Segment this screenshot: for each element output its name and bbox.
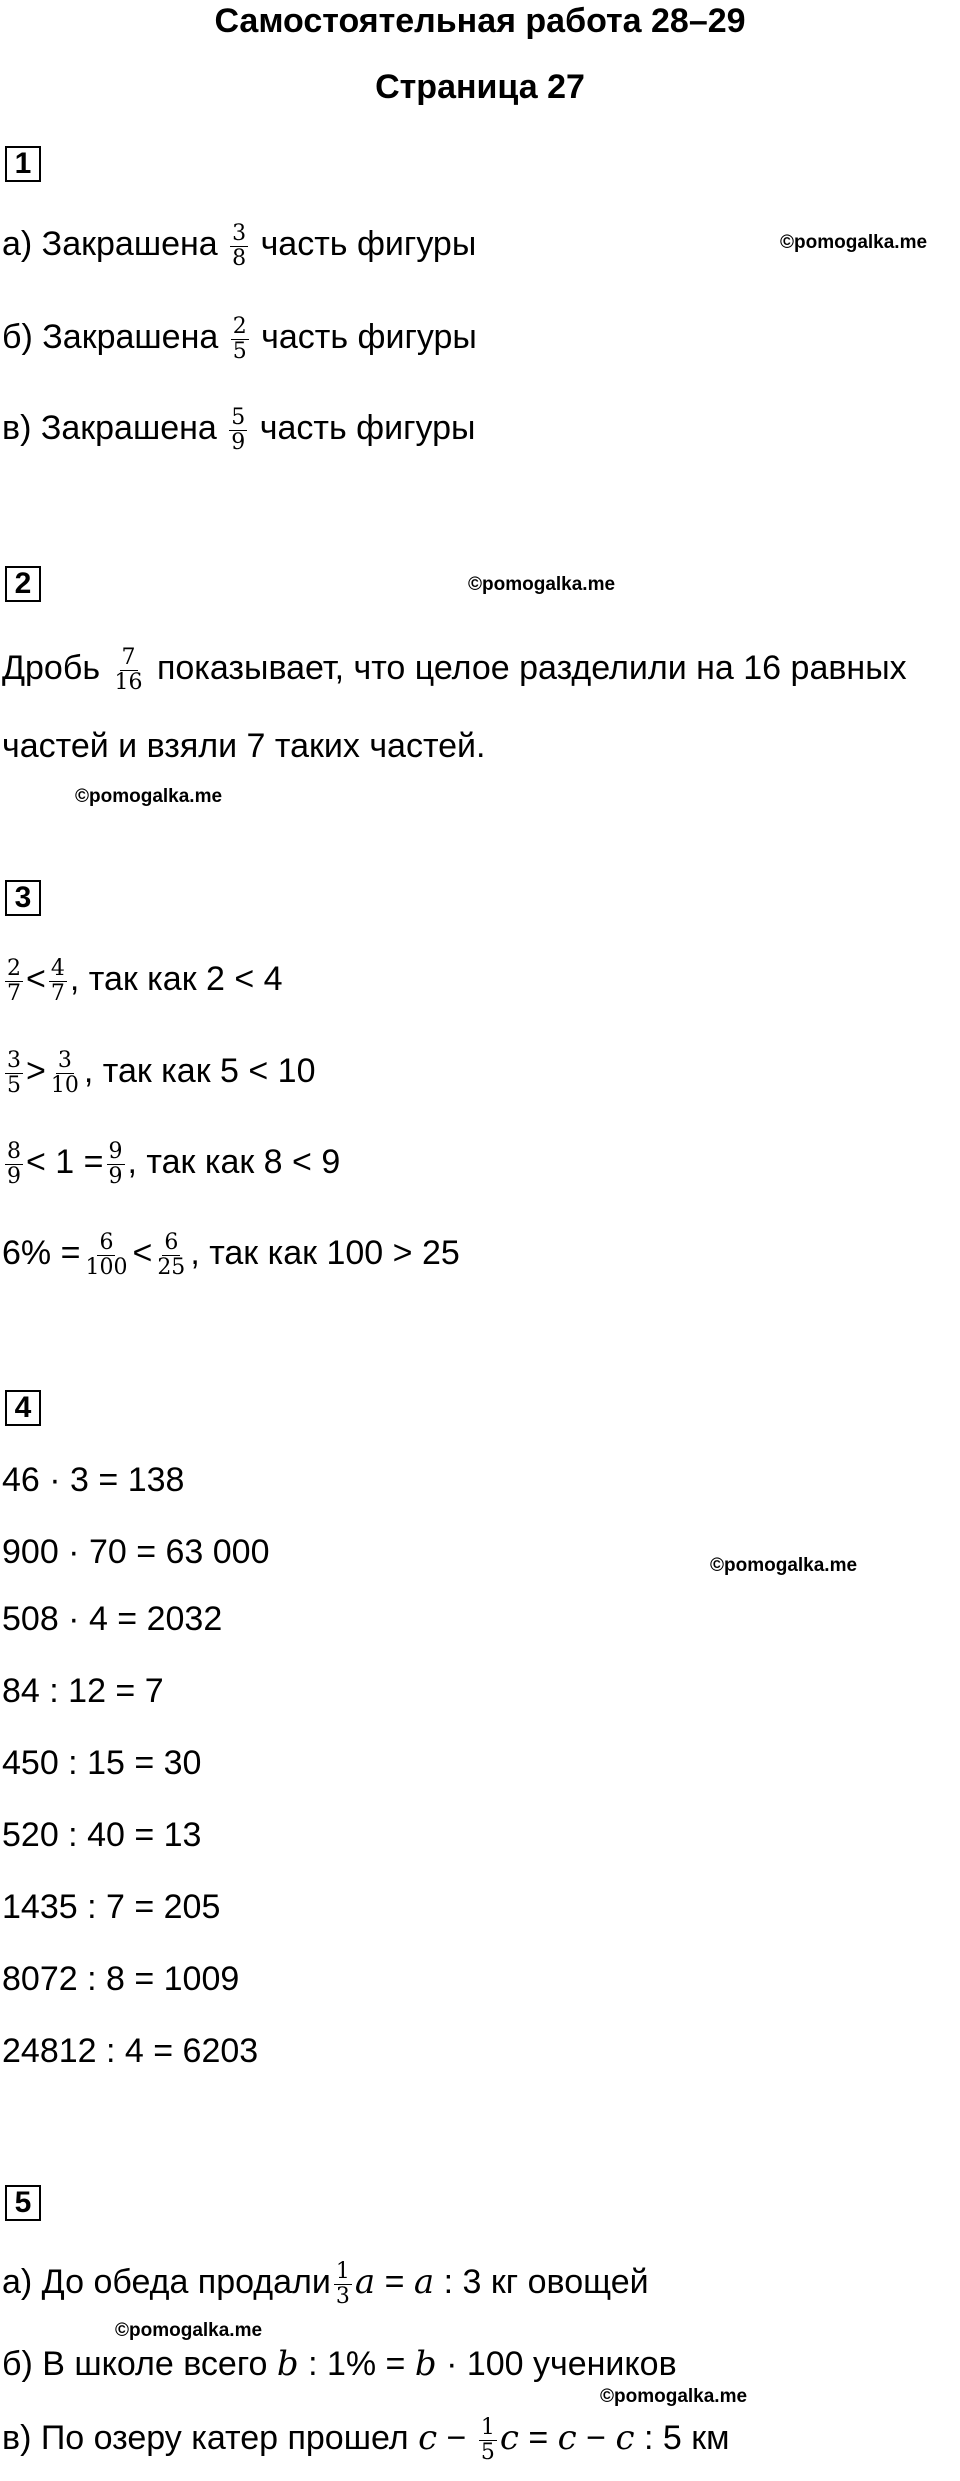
fraction	[229, 406, 247, 455]
equals-sign: =	[375, 2263, 414, 2301]
worksheet-title: Самостоятельная работа 28–29	[214, 2, 746, 40]
task-4-line: 8072 : 8 = 1009	[2, 1960, 240, 1998]
task-2-text: Дробь	[2, 649, 101, 687]
watermark: ©pomogalka.me	[468, 574, 616, 595]
watermark: ©pomogalka.me	[710, 1555, 858, 1576]
task-4-line: 520 : 40 = 13	[2, 1816, 202, 1854]
denominator: 7	[50, 980, 65, 1006]
fraction	[113, 646, 145, 695]
fraction	[107, 1140, 125, 1189]
fraction	[49, 957, 67, 1006]
task-3-row-2	[2, 1047, 316, 1098]
numerator: 5	[231, 404, 246, 430]
comparison-sign: <	[132, 1234, 153, 1272]
task-5c-tail: : 5 км	[634, 2419, 730, 2457]
denominator: 9	[108, 1163, 123, 1189]
denominator: 9	[231, 429, 246, 455]
task-1-number: 1	[5, 146, 41, 182]
variable: a	[413, 2262, 435, 2302]
task-5b	[2, 2340, 677, 2388]
fraction	[5, 957, 23, 1006]
numerator: 6	[99, 1229, 114, 1255]
denominator: 7	[7, 980, 21, 1006]
numerator: 9	[108, 1138, 123, 1164]
equals-sign: =	[518, 2419, 558, 2457]
watermark: ©pomogalka.me	[780, 232, 928, 253]
task-4-line: 24812 : 4 = 6203	[2, 2032, 259, 2070]
task-4-line: 508 · 4 = 2032	[2, 1600, 223, 1638]
task-3-row-1	[2, 955, 283, 1006]
variable: c	[499, 2418, 519, 2458]
task-3-row-3	[2, 1138, 340, 1189]
task-5b-tail: · 100 учеников	[436, 2345, 677, 2383]
task-5a-tail: : 3 кг овощей	[434, 2263, 649, 2301]
task-1b	[2, 313, 477, 364]
task-1a-tail: часть фигуры	[260, 225, 477, 263]
numerator: 2	[232, 313, 247, 339]
watermark: ©pomogalka.me	[600, 2386, 748, 2407]
numerator: 6	[164, 1229, 179, 1255]
numerator: 4	[50, 955, 65, 981]
task-1b-tail: часть фигуры	[261, 318, 477, 356]
task-2-number: 2	[5, 566, 41, 602]
task-4-line: 46 · 3 = 138	[2, 1461, 185, 1499]
task-4-line: 450 : 15 = 30	[2, 1744, 202, 1782]
task-5c	[2, 2414, 729, 2465]
numerator: 3	[232, 220, 247, 246]
task-5c-text: в) По озеру катер прошел	[2, 2419, 419, 2457]
denominator: 5	[7, 1072, 21, 1098]
numerator: 7	[121, 644, 136, 670]
task-1c-text: в) Закрашена	[2, 409, 217, 447]
fraction	[83, 1231, 129, 1280]
task-1a-text: а) Закрашена	[2, 225, 218, 263]
task-5b-text: б) В школе всего	[2, 2345, 277, 2383]
fraction	[5, 1049, 23, 1098]
task-5a-text: а) До обеда продали	[2, 2263, 331, 2301]
fraction	[49, 1049, 81, 1098]
task-4-line: 84 : 12 = 7	[2, 1672, 164, 1710]
variable: b	[414, 2344, 437, 2384]
numerator: 1	[335, 2258, 350, 2284]
variable: c	[418, 2418, 438, 2458]
reason: , так как 100 > 25	[190, 1234, 460, 1272]
denominator: 100	[85, 1254, 128, 1280]
denominator: 8	[232, 245, 247, 271]
denominator: 3	[335, 2283, 350, 2309]
fraction	[479, 2416, 497, 2465]
variable: b	[276, 2344, 299, 2384]
minus-sign: −	[437, 2419, 476, 2457]
fraction	[334, 2260, 352, 2309]
reason: , так как 8 < 9	[127, 1143, 341, 1181]
reason: , так как 5 < 10	[83, 1052, 316, 1090]
task-1a	[2, 220, 476, 271]
numerator: 2	[7, 955, 21, 981]
comparison-sign: <	[26, 960, 46, 998]
denominator: 25	[157, 1254, 186, 1280]
comparison-expression: < 1 =	[26, 1143, 104, 1181]
fraction	[231, 315, 249, 364]
fraction	[155, 1231, 187, 1280]
task-4-line: 900 · 70 = 63 000	[2, 1533, 270, 1571]
task-4-number: 4	[5, 1390, 41, 1426]
task-5b-expression: : 1% =	[298, 2345, 415, 2383]
task-2-line-1	[2, 644, 907, 695]
numerator: 1	[480, 2414, 495, 2440]
task-2-tail: показывает, что целое разделили на 16 равных	[156, 649, 907, 687]
variable: a	[354, 2262, 376, 2302]
task-1c-tail: часть фигуры	[259, 409, 476, 447]
task-4-line: 1435 : 7 = 205	[2, 1888, 221, 1926]
reason: , так как 2 < 4	[69, 960, 283, 998]
variable: c	[615, 2418, 635, 2458]
task-5-number: 5	[5, 2185, 41, 2221]
comparison-sign: >	[26, 1052, 46, 1090]
denominator: 9	[7, 1163, 21, 1189]
fraction	[5, 1140, 23, 1189]
percent-expression: 6% =	[2, 1234, 81, 1272]
denominator: 16	[114, 669, 143, 695]
minus-sign: −	[576, 2419, 616, 2457]
watermark: ©pomogalka.me	[75, 786, 223, 807]
task-3-number: 3	[5, 880, 41, 916]
watermark: ©pomogalka.me	[115, 2320, 263, 2341]
task-5a	[2, 2258, 649, 2309]
task-1c	[2, 404, 475, 455]
task-3-row-4	[2, 1229, 460, 1280]
page-number: Страница 27	[375, 68, 585, 106]
denominator: 5	[232, 338, 247, 364]
denominator: 5	[480, 2439, 495, 2465]
fraction	[230, 222, 248, 271]
task-2-line-2: частей и взяли 7 таких частей.	[2, 727, 486, 765]
numerator: 8	[7, 1138, 21, 1164]
variable: c	[557, 2418, 577, 2458]
numerator: 3	[7, 1047, 21, 1073]
task-1b-text: б) Закрашена	[2, 318, 219, 356]
denominator: 10	[50, 1072, 79, 1098]
numerator: 3	[57, 1047, 72, 1073]
